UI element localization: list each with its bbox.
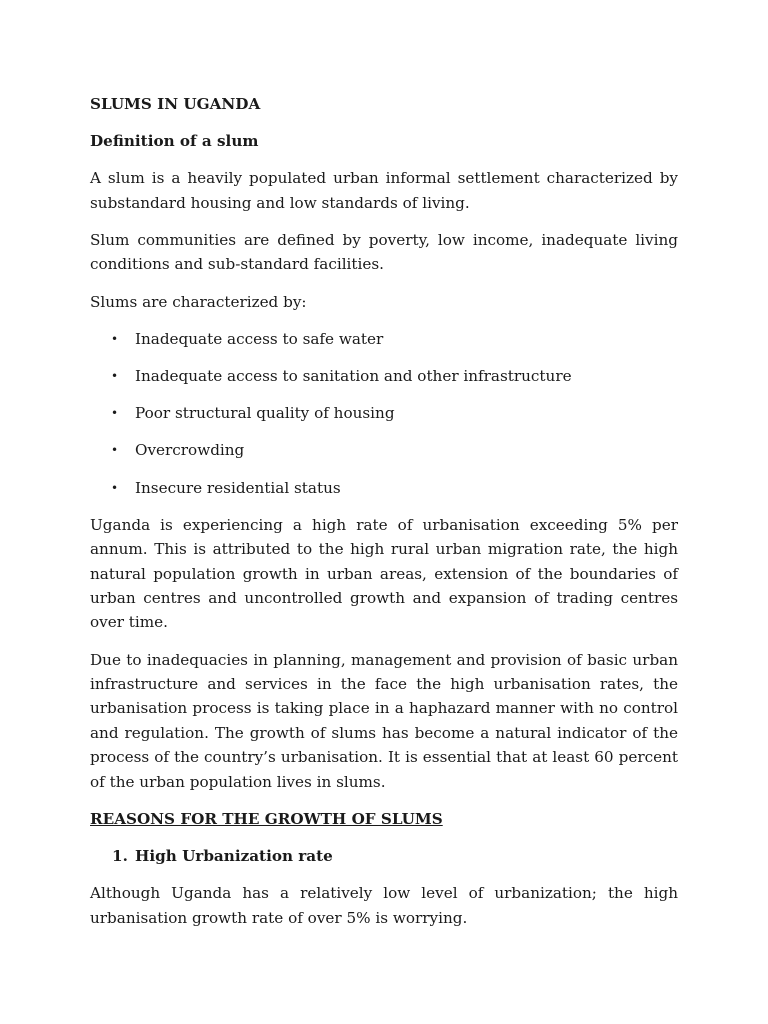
urbanization-rate-paragraph: Although Uganda has a relatively low level of urbanization; the high urbanisation growth rate of over 5% is worrying. — [90, 884, 678, 927]
list-item — [90, 476, 678, 500]
communities-paragraph: Slum communities are defined by poverty, low income, inadequate living conditions and sub-standard facilities. — [90, 231, 678, 274]
bullet-icon: • — [111, 369, 119, 384]
document-title: SLUMS IN UGANDA — [90, 95, 261, 113]
definition-paragraph: A slum is a heavily populated urban informal settlement characterized by substandard housing and low standards of living. — [90, 169, 678, 212]
reasons-heading: REASONS FOR THE GROWTH OF SLUMS — [90, 809, 443, 828]
bullet-icon: • — [111, 331, 119, 346]
characterized-intro: Slums are characterized by: — [90, 292, 307, 311]
list-item-text: Inadequate access to sanitation and other infrastructure — [135, 367, 572, 386]
list-item-text: Insecure residential status — [135, 478, 341, 497]
urbanisation-paragraph: Uganda is experiencing a high rate of urbanisation exceeding 5% per annum. This is attributed to the high rural urban migration rate, the high natural population growth in urban areas, extension of the boundaries of urban centres and uncontrolled growth and expansion of trading centres over time. — [90, 515, 678, 632]
characteristics-list — [90, 327, 678, 500]
reason-item — [90, 844, 678, 868]
list-item — [90, 438, 678, 462]
list-item-text: Poor structural quality of housing — [135, 404, 395, 423]
list-item — [90, 401, 678, 425]
definition-heading: Definition of a slum — [90, 132, 259, 151]
list-item-text: Overcrowding — [135, 441, 245, 460]
reason-label: High Urbanization rate — [135, 847, 333, 866]
bullet-icon: • — [111, 406, 119, 421]
list-item — [90, 327, 678, 351]
list-item-text: Inadequate access to safe water — [135, 329, 384, 348]
bullet-icon: • — [111, 443, 119, 458]
inadequacies-paragraph: Due to inadequacies in planning, management and provision of basic urban infrastructure and services in the face the high urbanisation rates, the urbanisation process is taking place in a haphazard manner with no control and regulation. The growth of slums has become a natural indicator of the process of the country’s urbanisation. It is essential that at least 60 percent of the urban population lives in slums. — [90, 650, 678, 791]
document-page — [90, 92, 678, 943]
bullet-icon: • — [111, 480, 119, 495]
reason-number: 1. — [112, 847, 128, 866]
list-item — [90, 364, 678, 388]
